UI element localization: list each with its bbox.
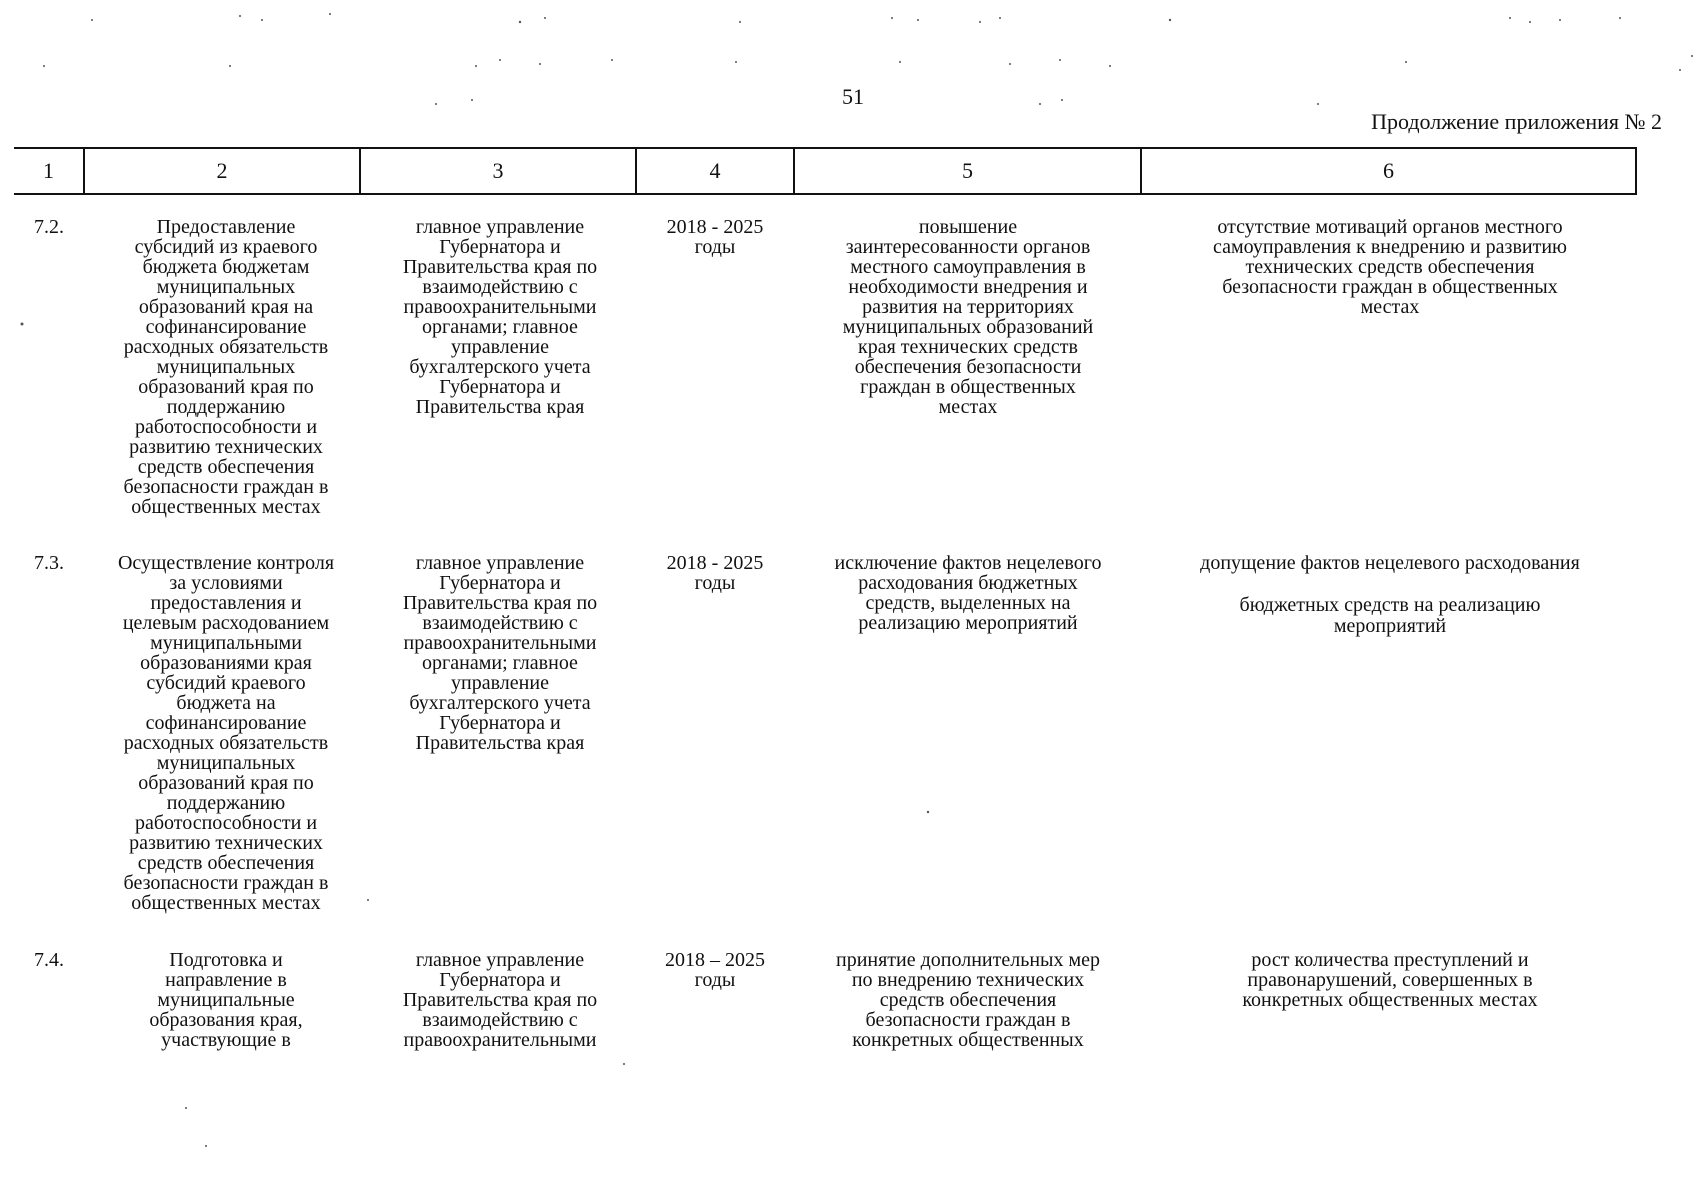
table-header [14,147,1637,195]
consequence-text: отсутствие мотиваций органов местного самоуправления к внедрению и развитию технических средств обеспечения безопасности граждан в общественных местах [1212,216,1567,318]
header-col-3: 3 [360,148,636,194]
row-number: 7.4. [34,949,64,971]
consequence-text: рост количества преступлений и правонарушений, совершенных в конкретных общественных местах [1242,949,1538,1011]
executor-text: главное управление Губернатора и Правительства края по взаимодействию с правоохранительными [402,949,598,1051]
header-col-1: 1 [14,148,84,194]
activity-text: Осуществление контроля за условиями предоставления и целевым расходованием муниципальными образованиями края субсидий краевого бюджета на софинансирование расходных обязательств муниципальных образований края по поддержанию работоспособности и развитию технических средств обеспечения безопасности граждан в общественных местах [117,552,335,914]
period-text: 2018 - 2025 годы [666,552,764,594]
page-number: 51 [842,84,864,109]
executor-text: главное управление Губернатора и Правительства края по взаимодействию с правоохранительными органами; главное управление бухгалтерского учета Губернатора и Правительства края [402,216,598,418]
executor-text: главное управление Губернатора и Правительства края по взаимодействию с правоохранительными органами; главное управление бухгалтерского учета Губернатора и Правительства края [402,552,598,754]
row-number: 7.2. [34,216,64,238]
header-row [14,148,1636,194]
header-col-4: 4 [636,148,794,194]
expected-result-text: исключение фактов нецелевого расходования бюджетных средств, выделенных на реализацию мероприятий [834,552,1102,634]
period-text: 2018 - 2025 годы [666,216,764,258]
header-col-2: 2 [84,148,360,194]
expected-result-text: повышение заинтересованности органов местного самоуправления в необходимости внедрения и развития на территориях муниципальных образований края технических средств обеспечения безопасности граждан в общественных местах [842,216,1094,418]
consequence-text: допущение фактов нецелевого расходования бюджетных средств на реализацию мероприятий [1200,552,1580,637]
expected-result-text: принятие дополнительных мер по внедрению технических средств обеспечения безопасности граждан в конкретных общественных [835,949,1101,1051]
header-col-5: 5 [794,148,1141,194]
activity-text: Предоставление субсидий из краевого бюджета бюджетам муниципальных образований края на софинансирование расходных обязательств муниципальных образований края по поддержанию работоспособности и развитию технических средств обеспечения безопасности граждан в общественных местах [123,216,329,518]
appendix-continuation-note: Продолжение приложения № 2 [1371,109,1662,134]
header-col-6: 6 [1141,148,1636,194]
period-text: 2018 – 2025 годы [665,949,765,991]
row-number: 7.3. [34,552,64,574]
activity-text: Подготовка и направление в муниципальные образования края, участвующие в [149,949,303,1051]
